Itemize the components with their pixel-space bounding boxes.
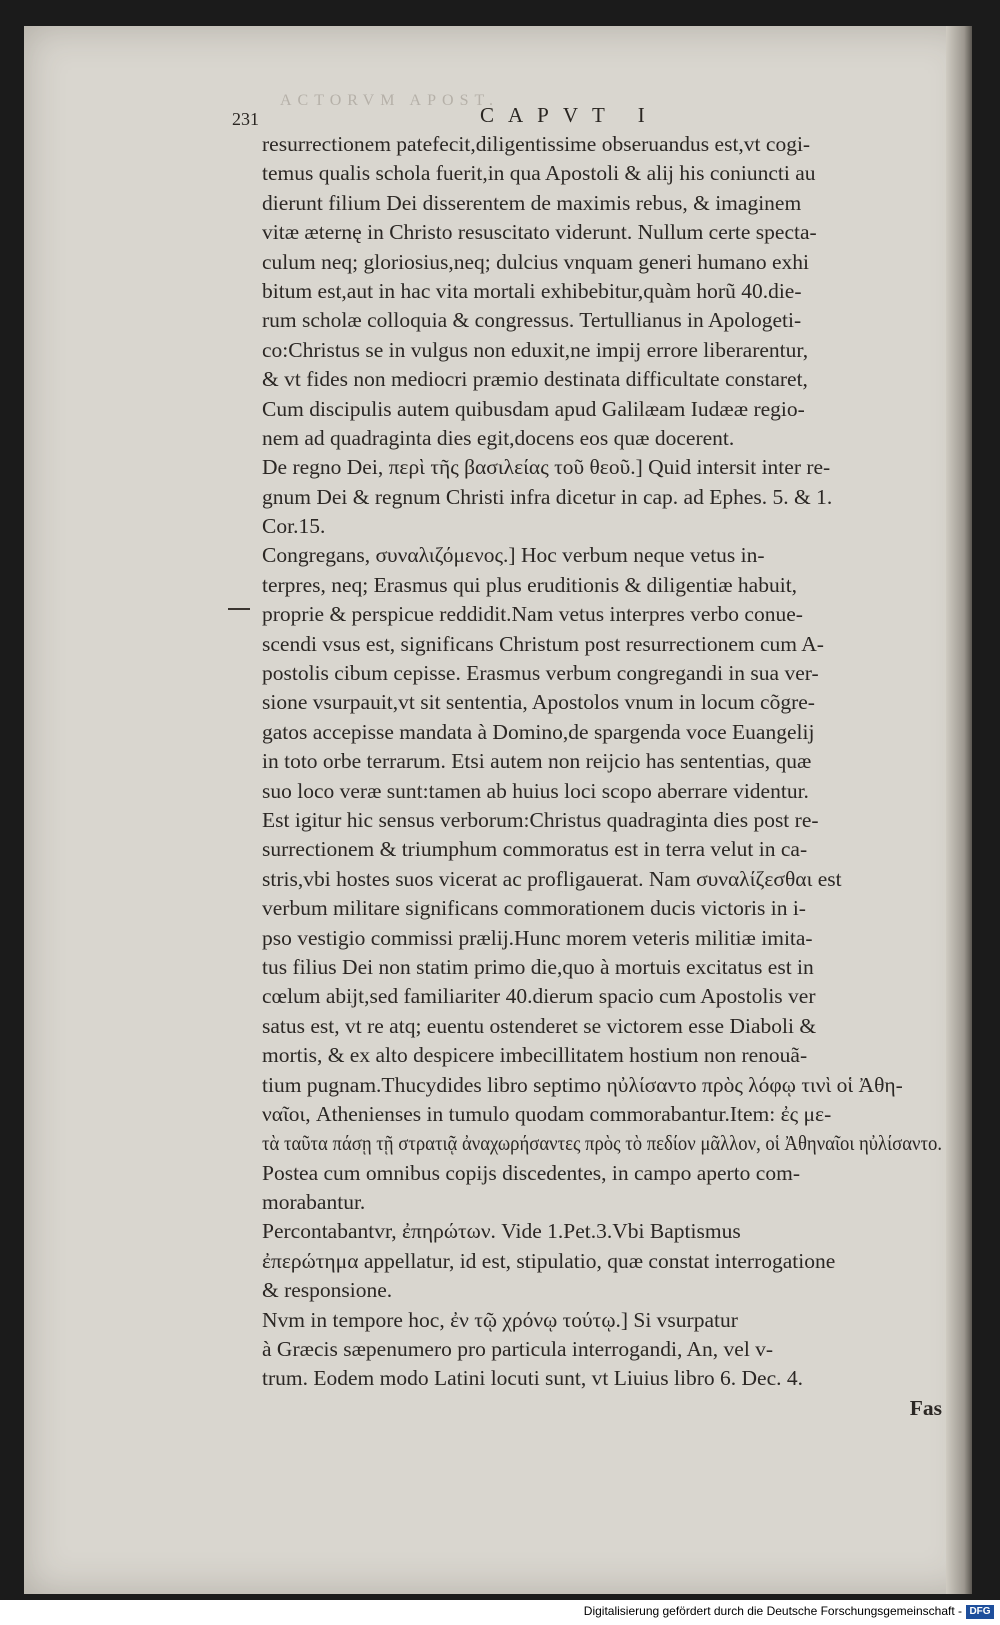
- text-line: pso vestigio commissi prælij.Hunc morem veteris militiæ imita-: [262, 925, 813, 950]
- text-line: culum neq; gloriosius,neq; dulcius vnquam generi humano exhi: [262, 249, 809, 274]
- text-block: [262, 130, 942, 1423]
- text-line: bitum est,aut in hac vita mortali exhibebitur,quàm horũ 40.die-: [262, 278, 802, 303]
- text-line: stris,vbi hostes suos vicerat ac profligauerat. Nam συναλίζεσθαι est: [262, 866, 842, 891]
- text-line: gnum Dei & regnum Christi infra dicetur in cap. ad Ephes. 5. & 1.: [262, 484, 833, 509]
- text-line: verbum militare significans commorationem ducis victoris in i-: [262, 896, 806, 921]
- text-line: terpres, neq; Erasmus qui plus eruditionis & diligentiæ habuit,: [262, 572, 798, 597]
- text-line: satus est, vt re atq; euentu ostenderet se victorem esse Diaboli &: [262, 1013, 817, 1038]
- catchword: Fas: [909, 1395, 942, 1420]
- text-line: τὰ ταῦτα πάσῃ τῇ στρατιᾷ ἀναχωρήσαντες πρὸς τὸ πεδίον μᾶλλον, οἱ Ἀθηναῖοι ηὐλίσαντο.: [262, 1131, 943, 1156]
- chapter-heading: CAPVT I: [480, 103, 659, 127]
- text-line: in toto orbe terrarum. Etsi autem non reijcio has sententias, quæ: [262, 749, 812, 774]
- text-line: postolis cibum cepisse. Erasmus verbum congregandi in sua ver-: [262, 661, 819, 686]
- funding-credit: Digitalisierung gefördert durch die Deutsche Forschungsgemeinschaft -: [583, 1604, 962, 1618]
- book-gutter: [946, 26, 972, 1594]
- text-line: Percontabantvr, ἐπηρώτων. Vide 1.Pet.3.Vbi Baptismus: [262, 1219, 741, 1244]
- running-head: [232, 103, 952, 129]
- text-line: resurrectionem patefecit,diligentissime obseruandus est,vt cogi-: [262, 132, 811, 156]
- text-line: & responsione.: [262, 1278, 393, 1303]
- text-line: Est igitur hic sensus verborum:Christus quadraginta dies post re-: [262, 807, 819, 832]
- text-line: rum scholæ colloquia & congressus. Tertullianus in Apologeti-: [262, 308, 802, 333]
- text-line: Postea cum omnibus copijs discedentes, in campo aperto com-: [262, 1160, 800, 1185]
- text-line: vitæ æternę in Christo resuscitato viderunt. Nullum certe specta-: [262, 220, 817, 245]
- text-line: sione vsurpauit,vt sit sententia, Apostolos vnum in locum cõgre-: [262, 690, 815, 715]
- text-line: dierunt filium Dei disserentem de maximis rebus, & imaginem: [262, 190, 802, 215]
- catchword-line: [262, 1394, 942, 1423]
- text-line: à Græcis sæpenumero pro particula interrogandi, An, vel v-: [262, 1337, 774, 1362]
- text-line: surrectionem & triumphum commoratus est in terra velut in ca-: [262, 837, 808, 862]
- text-line: Cum discipulis autem quibusdam apud Galilæam Iudææ regio-: [262, 396, 805, 421]
- dfg-logo: DFG: [966, 1605, 994, 1619]
- text-line: ἐπερώτημα appellatur, id est, stipulatio, quæ constat interrogatione: [262, 1248, 836, 1273]
- page-number: 231: [232, 109, 259, 129]
- text-line: suo loco veræ sunt:tamen ab huius loci scopo aberrare videntur.: [262, 778, 809, 803]
- text-line: scendi vsus est, significans Christum post resurrectionem cum A-: [262, 631, 824, 656]
- text-line: & vt fides non mediocri præmio destinata difficultate constaret,: [262, 367, 808, 392]
- text-line: Nvm in tempore hoc, ἐν τῷ χρόνῳ τούτῳ.] Si vsurpatur: [262, 1307, 738, 1332]
- text-line: nem ad quadraginta dies egit,docens eos quæ docerent.: [262, 425, 735, 450]
- text-line: co:Christus se in vulgus non eduxit,ne impij errore liberarentur,: [262, 337, 809, 362]
- text-line: mortis, & ex alto despicere imbecillitatem hostium non renouã-: [262, 1043, 808, 1068]
- text-line: tus filius Dei non statim primo die,quo à mortuis excitatus est in: [262, 954, 814, 979]
- bleed-through-text: ACTORVM APOST.: [280, 92, 500, 109]
- text-line: Cor.15.: [262, 514, 326, 539]
- margin-dash: [228, 608, 250, 610]
- text-line: Congregans, συναλιζόμενος.] Hoc verbum neque vetus in-: [262, 543, 765, 568]
- footer-bar: [0, 1600, 1000, 1625]
- text-line: temus qualis schola fuerit,in qua Apostoli & alij his coniuncti au: [262, 161, 816, 186]
- text-line: cœlum abijt,sed familiariter 40.dierum spacio cum Apostolis ver: [262, 984, 816, 1009]
- text-line: De regno Dei, περὶ τῆς βασιλείας τοῦ θεοῦ.] Quid intersit inter re-: [262, 455, 831, 480]
- text-line: morabantur.: [262, 1190, 366, 1215]
- text-line: ναῖοι, Athenienses in tumulo quodam commorabantur.Item: ἐς με-: [262, 1101, 832, 1126]
- text-line: gatos accepisse mandata à Domino,de spargenda voce Euangelij: [262, 719, 815, 744]
- text-line: trum. Eodem modo Latini locuti sunt, vt Liuius libro 6. Dec. 4.: [262, 1366, 804, 1391]
- text-line: proprie & perspicue reddidit.Nam vetus interpres verbo conue-: [262, 602, 803, 627]
- text-line: tium pugnam.Thucydides libro septimo ηὐλίσαντο πρὸς λόφῳ τινὶ οἱ Ἀθη-: [262, 1072, 903, 1097]
